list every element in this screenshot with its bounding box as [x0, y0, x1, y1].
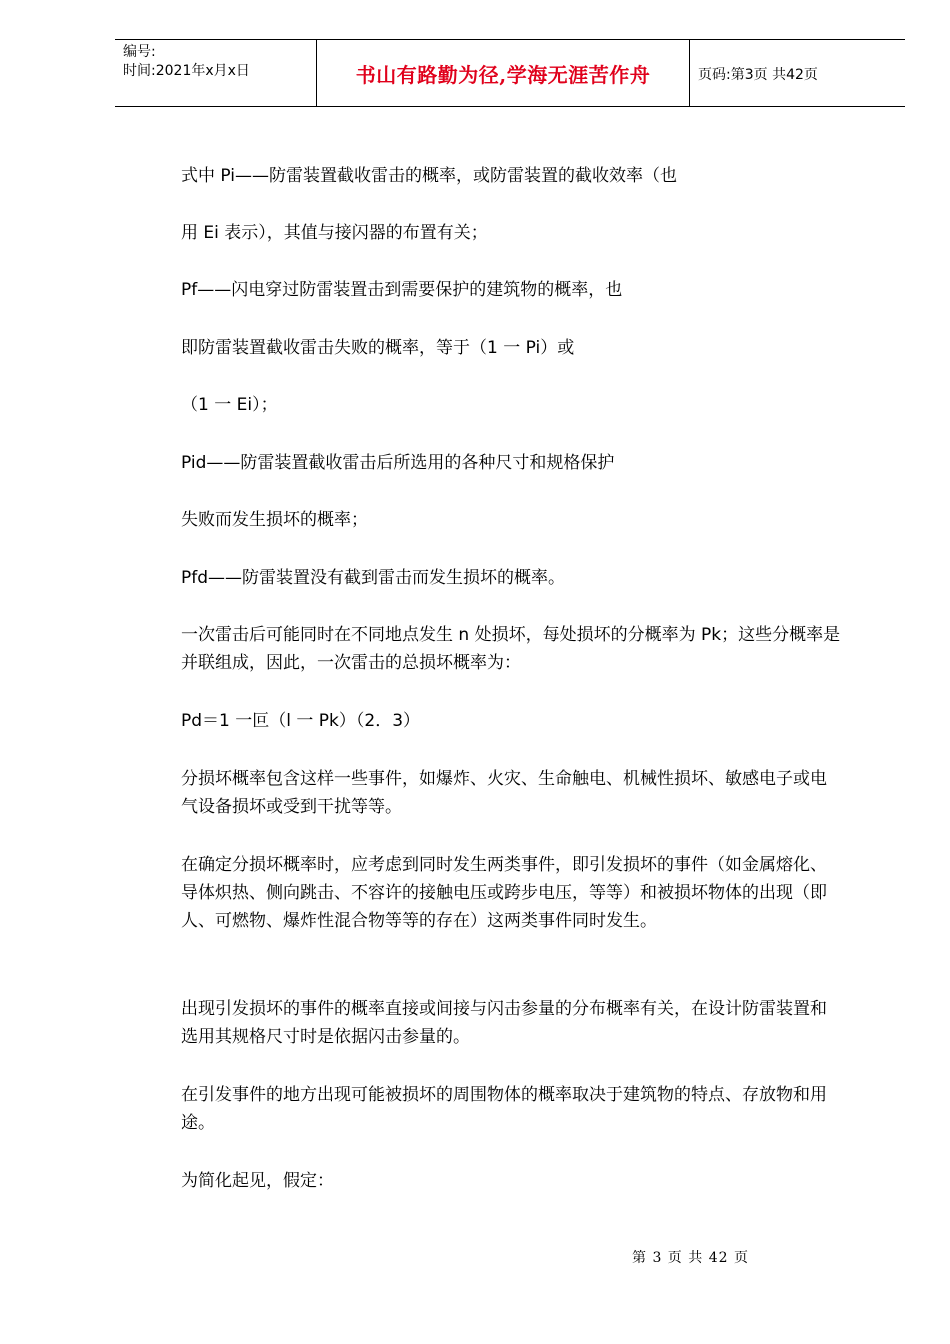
document-time-label: 时间:2021年x月x日 [123, 63, 250, 79]
paragraph: 即防雷装置截收雷击失败的概率，等于（1 一 Pi）或 [181, 338, 575, 358]
paragraph: Pid——防雷装置截收雷击后所选用的各种尺寸和规格保护 [181, 453, 615, 473]
paragraph: 为简化起见，假定： [181, 1171, 334, 1191]
paragraph: 在引发事件的地方出现可能被损坏的周围物体的概率取决于建筑物的特点、存放物和用途。 [181, 1085, 827, 1133]
paragraph: 一次雷击后可能同时在不同地点发生 n 处损坏，每处损坏的分概率为 Pk；这些分概率是并联组成，因此，一次雷击的总损坏概率为： [181, 625, 841, 673]
paragraph: 用 Ei 表示），其值与接闪器的布置有关； [181, 223, 488, 243]
header-motto: 书山有路勤为径,学海无涯苦作舟 [355, 62, 651, 87]
paragraph: 式中 Pi——防雷装置截收雷击的概率，或防雷装置的截收效率（也 [181, 166, 678, 186]
document-number-label: 编号: [123, 44, 156, 60]
header-motto-cell [317, 40, 690, 106]
header-page-info: 页码:第3页 共42页 [698, 67, 818, 83]
paragraph: Pf——闪电穿过防雷装置击到需要保护的建筑物的概率，也 [181, 280, 623, 300]
paragraph: 失败而发生损坏的概率； [181, 510, 368, 530]
paragraph: 出现引发损坏的事件的概率直接或间接与闪击参量的分布概率有关，在设计防雷装置和选用其规格尺寸时是依据闪击参量的。 [181, 999, 827, 1047]
paragraph: Pfd——防雷装置没有截到雷击而发生损坏的概率。 [181, 568, 566, 588]
formula: Pd＝1 一叵（l 一 Pk）（2．3） [181, 711, 421, 731]
paragraph: （1 一 Ei）； [181, 395, 278, 415]
header-meta [115, 40, 317, 106]
page-header [115, 39, 905, 107]
paragraph: 分损坏概率包含这样一些事件，如爆炸、火灾、生命触电、机械性损坏、敏感电子或电气设备损坏或受到干扰等等。 [181, 769, 827, 817]
paragraph: 在确定分损坏概率时，应考虑到同时发生两类事件，即引发损坏的事件（如金属熔化、导体炽热、侧向跳击、不容许的接触电压或跨步电压，等等）和被损坏物体的出现（即人、可燃物、爆炸性混合物等等的存在）这两类事件同时发生。 [181, 855, 827, 931]
page-footer: 第 3 页 共 42 页 [632, 1250, 749, 1266]
